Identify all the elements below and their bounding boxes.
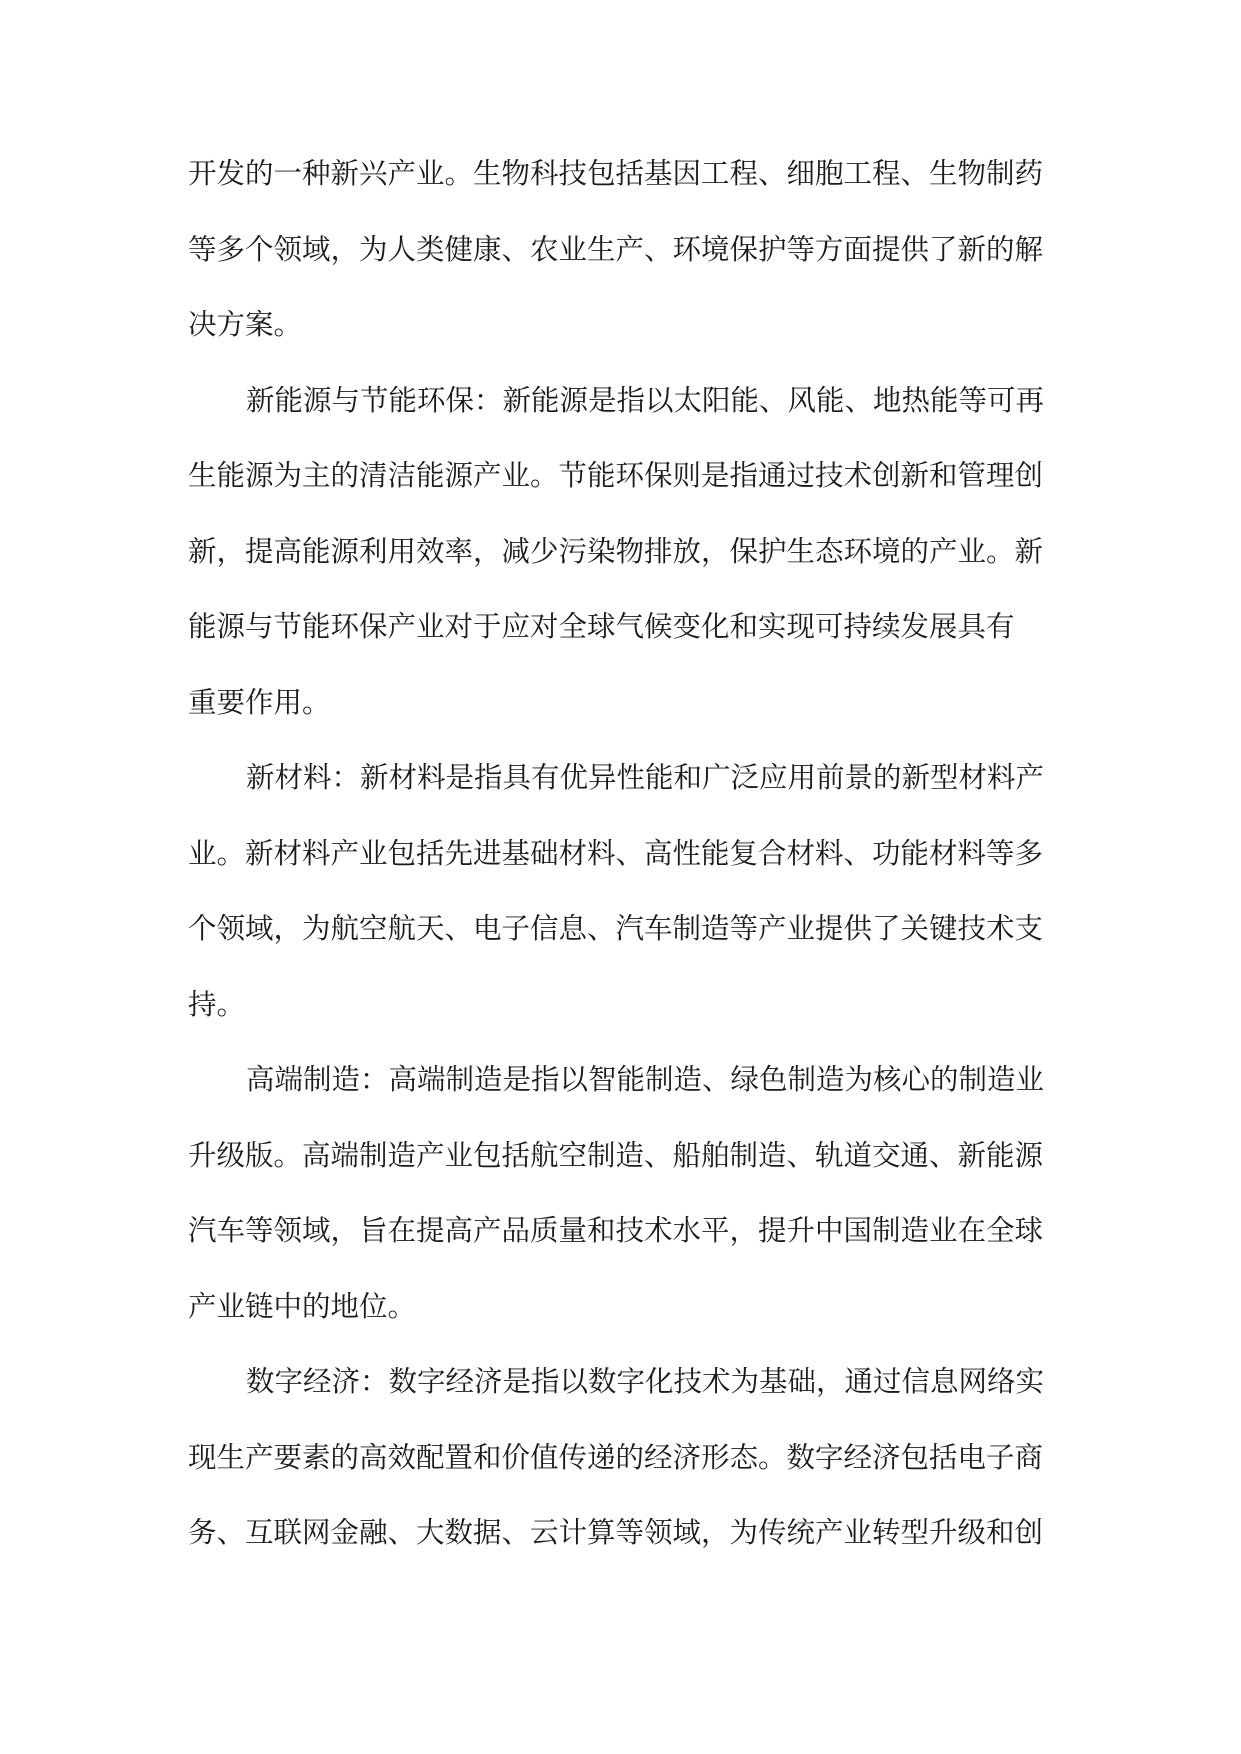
paragraph-high-end-manufacturing-line-1: 高端制造：高端制造是指以智能制造、绿色制造为核心的制造业 xyxy=(246,1063,1045,1096)
paragraph-new-energy-line-3: 新，提高能源利用效率，减少污染物排放，保护生态环境的产业。新 xyxy=(188,534,1044,568)
paragraph-new-energy-line-4: 能源与节能环保产业对于应对全球气候变化和实现可持续发展具有 xyxy=(188,610,1015,643)
paragraph-new-energy-line-2: 生能源为主的清洁能源产业。节能环保则是指通过技术创新和管理创 xyxy=(188,459,1044,492)
paragraph-digital-economy-line-1: 数字经济：数字经济是指以数字化技术为基础，通过信息网络实 xyxy=(246,1365,1045,1398)
paragraph-new-materials-line-4: 持。 xyxy=(188,987,246,1021)
paragraph-new-materials-line-2: 业。新材料产业包括先进基础材料、高性能复合材料、功能材料等多 xyxy=(188,836,1044,870)
paragraph-biotech-line-2: 等多个领域，为人类健康、农业生产、环境保护等方面提供了新的解 xyxy=(188,232,1044,266)
paragraph-high-end-manufacturing-line-4: 产业链中的地位。 xyxy=(188,1289,417,1323)
paragraph-new-energy-line-5: 重要作用。 xyxy=(188,685,331,719)
paragraph-high-end-manufacturing-line-3: 汽车等领域，旨在提高产品质量和技术水平，提升中国制造业在全球 xyxy=(188,1214,1044,1247)
paragraph-digital-economy-line-2: 现生产要素的高效配置和价值传递的经济形态。数字经济包括电子商 xyxy=(188,1440,1044,1474)
paragraph-biotech-line-1: 开发的一种新兴产业。生物科技包括基因工程、细胞工程、生物制药 xyxy=(188,157,1044,190)
paragraph-new-energy-line-1: 新能源与节能环保：新能源是指以太阳能、风能、地热能等可再 xyxy=(246,383,1045,417)
paragraph-high-end-manufacturing-line-2: 升级版。高端制造产业包括航空制造、船舶制造、轨道交通、新能源 xyxy=(188,1138,1044,1172)
paragraph-biotech-line-3: 决方案。 xyxy=(188,308,303,341)
paragraph-new-materials-line-1: 新材料：新材料是指具有优异性能和广泛应用前景的新型材料产 xyxy=(246,761,1045,794)
paragraph-new-materials-line-3: 个领域，为航空航天、电子信息、汽车制造等产业提供了关键技术支 xyxy=(188,912,1044,945)
body-text xyxy=(188,136,1058,1571)
paragraph-digital-economy-line-3: 务、互联网金融、大数据、云计算等领域，为传统产业转型升级和创 xyxy=(188,1516,1044,1549)
